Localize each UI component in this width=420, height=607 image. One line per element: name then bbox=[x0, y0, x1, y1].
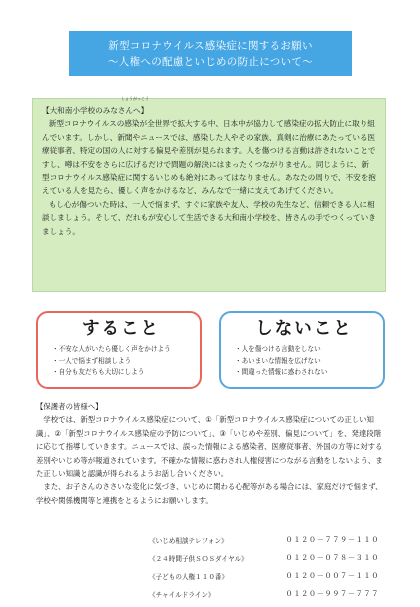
hotline-name: 《チャイルドライン》 bbox=[149, 591, 215, 599]
guardians-heading: 【保護者の皆様へ】 bbox=[36, 402, 103, 411]
dont-item: ・あいまいな情報を広げない bbox=[235, 356, 321, 365]
students-paragraph-1: 新型コロナウイルスの感染が全世界で拡大する中、日本中が協力して感染症の拡大防止に取り組んでいます。しかし、新聞やニュースでは、感染した人やその家族、真剣に治療にあたっている医療従事者、特定の国の人に対する偏見や差別が見られます。人を傷つける言動は許されないことですし、噂は不安をさらに広げるだけで問題の解決にはまったくつながりません。同じように、新型コロナウイルス感染症に関するいじめも絶対にあってはなりません。あなたの周りで、不安を抱えている人を見たら、優しく声をかけるなど、みんなで一緒に支えてあげてください。 bbox=[42, 119, 376, 196]
banner-title: 新型コロナウイルス感染症に関するお願い bbox=[108, 39, 313, 52]
do-item: ・不安な人がいたら優しく声をかけよう bbox=[52, 345, 171, 353]
dont-panel bbox=[219, 311, 385, 389]
hotline-name: 《２４時間子供ＳＯＳダイヤル》 bbox=[149, 555, 248, 563]
dont-panel-title: しないこと bbox=[255, 319, 353, 339]
do-panel bbox=[36, 311, 202, 389]
hotline-row bbox=[149, 531, 379, 549]
hotline-name: 《子どもの人権１１０番》 bbox=[149, 573, 229, 581]
students-paragraph-2: もし心が傷ついた時は、一人で悩まず、すぐに家族や友人、学校の先生など、信頼できる人に相談しましょう。そして、だれもが安心して生活できる大和南小学校を、皆さんの手でつくっていきましょう。 bbox=[42, 199, 376, 236]
hotline-name: 《いじめ相談テレフォン》 bbox=[149, 537, 228, 545]
hotline-number: ０１２０－９９７－７７７ bbox=[285, 589, 379, 598]
do-item: ・自分も友だちも大切にしよう bbox=[52, 368, 145, 376]
banner-subtitle: ～人権への配慮といじめの防止について～ bbox=[108, 55, 313, 68]
dont-list bbox=[235, 344, 373, 379]
hotline-list bbox=[149, 531, 379, 603]
do-panel-title: すること bbox=[82, 319, 160, 339]
hotline-number: ０１２０－０７８－３１０ bbox=[285, 553, 379, 562]
students-message-box bbox=[32, 98, 386, 292]
hotline-row bbox=[149, 567, 379, 585]
hotline-row bbox=[149, 549, 379, 567]
do-list bbox=[52, 344, 190, 379]
guardians-paragraph-2: また、お子さんのささいな変化に気づき、いじめに関わる心配等がある場合には、家庭だけで悩まず、学校や関係機関等と連携をとるようにお願いします。 bbox=[36, 482, 383, 505]
hotline-row bbox=[149, 585, 379, 603]
do-item: ・一人で悩まず相談しよう bbox=[52, 356, 132, 365]
students-heading: 【大和南小学校のみなさんへ】 bbox=[42, 106, 149, 115]
guardians-paragraph-1: 学校では、新型コロナウイルス感染症について、①「新型コロナウイルス感染症についての正しい知識」、②「新型コロナウイルス感染症の予防について」、③「いじめや差別、偏見について」を、発達段階に応じて指導していきます。ニュースでは、誤った情報による感染者、医療従事者、外国の方等に対する差別やいじめ等が報道されています。不確かな情報に惑わされ人権侵害につながる言動をしないよう、また正しい知識と認識が得られるようお話し合いください。 bbox=[36, 415, 383, 479]
guardians-section bbox=[36, 400, 386, 507]
title-banner bbox=[69, 31, 352, 76]
furigana: しょうがっこう bbox=[121, 96, 149, 101]
hotline-number: ０１２０－００７－１１０ bbox=[285, 571, 379, 580]
dont-item: ・人を傷つける言動をしない bbox=[235, 345, 321, 353]
dont-item: ・間違った情報に惑わされない bbox=[235, 368, 328, 376]
hotline-number: ０１２０－７７９－１１０ bbox=[285, 535, 379, 544]
